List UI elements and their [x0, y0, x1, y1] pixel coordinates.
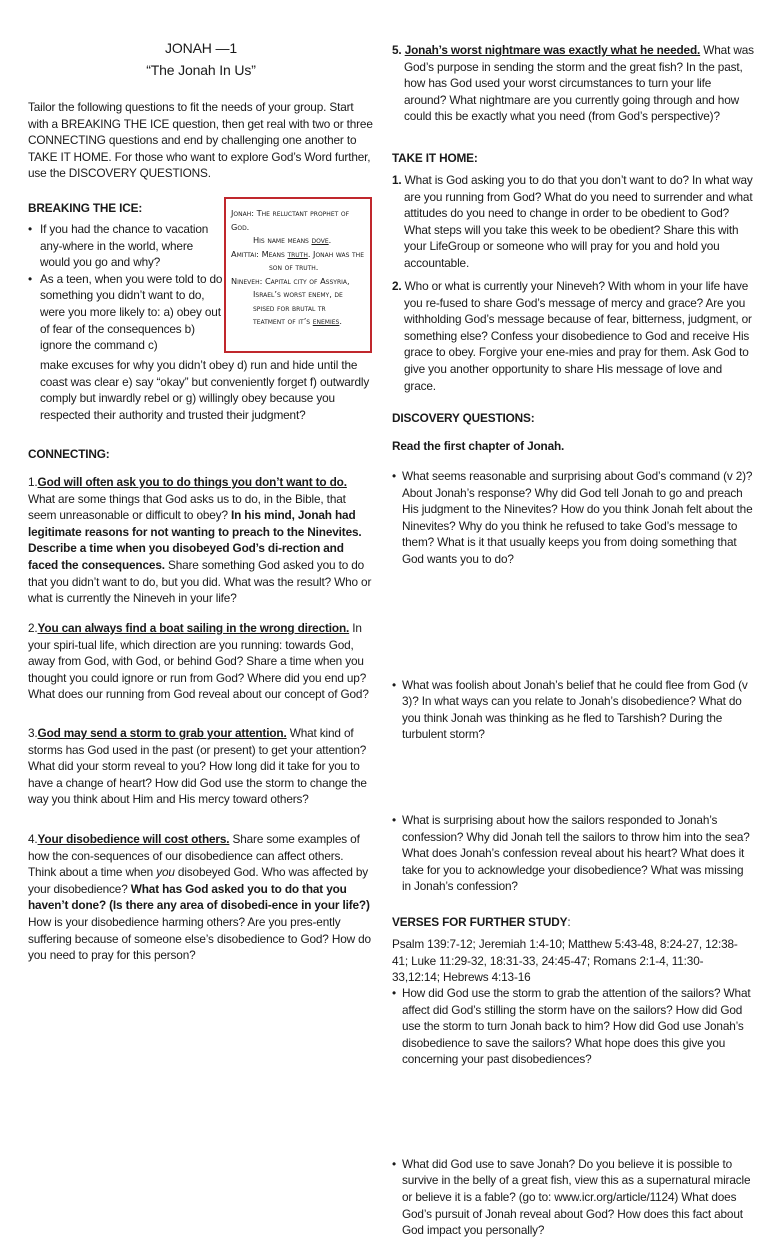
- discovery-heading: DISCOVERY QUESTIONS:: [392, 411, 535, 425]
- verses-text: Psalm 139:7-12; Jeremiah 1:4-10; Matthew 5:43-48, 8:24-27, 12:38-41; Luke 11:29-32, 18:31-33, 24:45-47; Romans 2:1-4, 11:30-33,12:14; Hebrews 4:13-16: [392, 937, 738, 985]
- connecting-heading: CONNECTING:: [28, 447, 110, 461]
- right-column: [392, 0, 754, 1238]
- def-jonah: Jonah: The reluctant prophet of God.: [231, 208, 350, 232]
- def-amittai: Amittai: Means truth. Jonah was the: [231, 248, 364, 259]
- take-home-item-1: 1. What is God asking you to do that you don’t want to do? In what way are you running from God? What do you need to surrender and what attitudes do you need to change in order to be obedient to God? What steps will you take this week to be obedient? Share this with your LifeGroup or someone who will pray for you and hold you accountable.: [392, 173, 753, 270]
- discovery-item-5: • What did God use to save Jonah? Do you believe it is possible to survive in the belly of a great fish, view this as a supernatural miracle or believe it is a fable? (go to: www.icr.org/article/1124) What does God’s pursuit of Jonah reveal about God? How does this fact about God impact you personally?: [392, 1156, 754, 1239]
- take-home-item-2: 2. Who or what is currently your Nineveh? With whom in your life have you re-fused to share God’s message of mercy and grace? Are you withholding God’s message because of fear, bitterness, judgment, or something else? Confess your disobedience to God and receive His grace to obey. Forgive your ene-mies and pray for them. Ask God to give you another opportunity to share His message of love and grace.: [392, 279, 752, 393]
- breaking-ice-q1: • If you had the chance to vacation any-where in the world, where would you go and why?: [28, 221, 224, 271]
- discovery-item-4: • How did God use the storm to grab the attention of the sailors? What affect did God’s stilling the storm have on the sailors? How did God use the storm to turn Jonah back to him? How did God use Jonah’s disobedience to save the sailors? What hope does this give you concerning your past disobediences?: [392, 985, 754, 1068]
- intro-text: Tailor the following questions to fit the needs of your group. Start with a BREAKING THE ICE question, then get real with two or three CONNECTING questions and end by challenging one another to TAKE IT HOME. For those who want to explore God’s Word further, use the DISCOVERY QUESTIONS.: [28, 100, 373, 181]
- discovery-subheading: Read the first chapter of Jonah.: [392, 439, 565, 453]
- breaking-ice-list: [28, 221, 224, 354]
- discovery-item-1: • What seems reasonable and surprising about God’s command (v 2)? About Jonah’s response? Why did God tell Jonah to go and preach His judgment to the Ninevites? How do you think Jonah felt about the Ninevites? Why do you think he refused to take God’s message to them? What is it that usually keeps you from doing something that God wants you to do?: [392, 468, 754, 568]
- connecting-item-4: 4.Your disobedience will cost others. Share some examples of how the con-sequences of our disobedience can affect others. Think about a time when you disobeyed God. Who was affected by your disobedience? What has God asked you to do that you haven’t done? (Is there any area of disobedi-ence in your life?) How is your disobedience harming others? Are you pres-ently suffering because of someone else’s disobedience to God? How do you need to pray for this person?: [28, 832, 371, 963]
- discovery-item-3: • What is surprising about how the sailors responded to Jonah’s confession? Why did Jonah tell the sailors to throw him into the sea? What does Jonah’s confession reveal about his heart? What does it take for you to acknowledge your disobedience? What was missing in Jonah’s confession?: [392, 812, 754, 895]
- page-subtitle: “The Jonah In Us”: [146, 62, 256, 78]
- connecting-item-2: 2.You can always find a boat sailing in the wrong direction. In your spiri-tual life, which direction are you running: towards God, away from God, with God, or behind God? Share a time when you thought you could ignore or run from God? Where did you end up? What does our running from God reveal about our concept of God?: [28, 621, 369, 702]
- def-nineveh: Nineveh: Capital city of Assyria,: [231, 275, 350, 286]
- breaking-ice-heading: BREAKING THE ICE:: [28, 201, 143, 215]
- connecting-item-5: 5. Jonah’s worst nightmare was exactly what he needed. What was God’s purpose in sending the storm and the great fish? In the past, how has God used your worst circumstances to turn your life around? What nightmare are you currently going through and how could this be exactly what you need (from God’s perspective)?: [392, 43, 754, 124]
- breaking-ice-q2-continued: make excuses for why you didn’t obey d) run and hide until the coast was clear e) say “okay” but conveniently forget f) outwardly comply but inwardly rebel or g) willingly obey because you respected their authority and trusted their judgment?: [40, 358, 370, 422]
- discovery-item-2: • What was foolish about Jonah’s belief that he could flee from God (v 3)? In what ways can you relate to Jonah’s disobedience? What do you think Jonah was thinking as he fled to Tarshish? During the turbulent storm?: [392, 677, 754, 743]
- verses-heading: VERSES FOR FURTHER STUDY:: [392, 915, 571, 929]
- breaking-ice-q2: • As a teen, when you were told to do something you didn’t want to do, were you more likely to: a) obey out of fear of the consequences b) ignore the command c): [28, 271, 224, 354]
- page-title: JONAH —1: [165, 40, 237, 56]
- definitions-box: Jonah: The reluctant prophet of God. His name means dove. Amittai: Means truth. Jonah was the son of truth. Nineveh: Capital city of Assyria, Israel’s worst enemy, de spised for brutal tr teatment of it’s enemies.: [224, 197, 372, 353]
- connecting-item-3: 3.God may send a storm to grab your attention. What kind of storms has God used in the past (or present) to get your attention? What did your storm reveal to you? How long did it take for you to have a change of heart? How did God use the storm to change the way you think about Him and His mercy toward others?: [28, 726, 367, 807]
- take-home-heading: TAKE IT HOME:: [392, 151, 478, 165]
- connecting-item-1: 1.God will often ask you to do things you don’t want to do. What are some things that God asks us to do, in the Bible, that seem unreasonable or difficult to obey? In his mind, Jonah had legitimate reasons for not wanting to preach to the Ninevites. Describe a time when you disobeyed God’s di-rection and faced the consequences. Share something God asked you to do that you didn’t want to do, but you did. What was the result? Who or what is currently the Nineveh in your life?: [28, 475, 372, 606]
